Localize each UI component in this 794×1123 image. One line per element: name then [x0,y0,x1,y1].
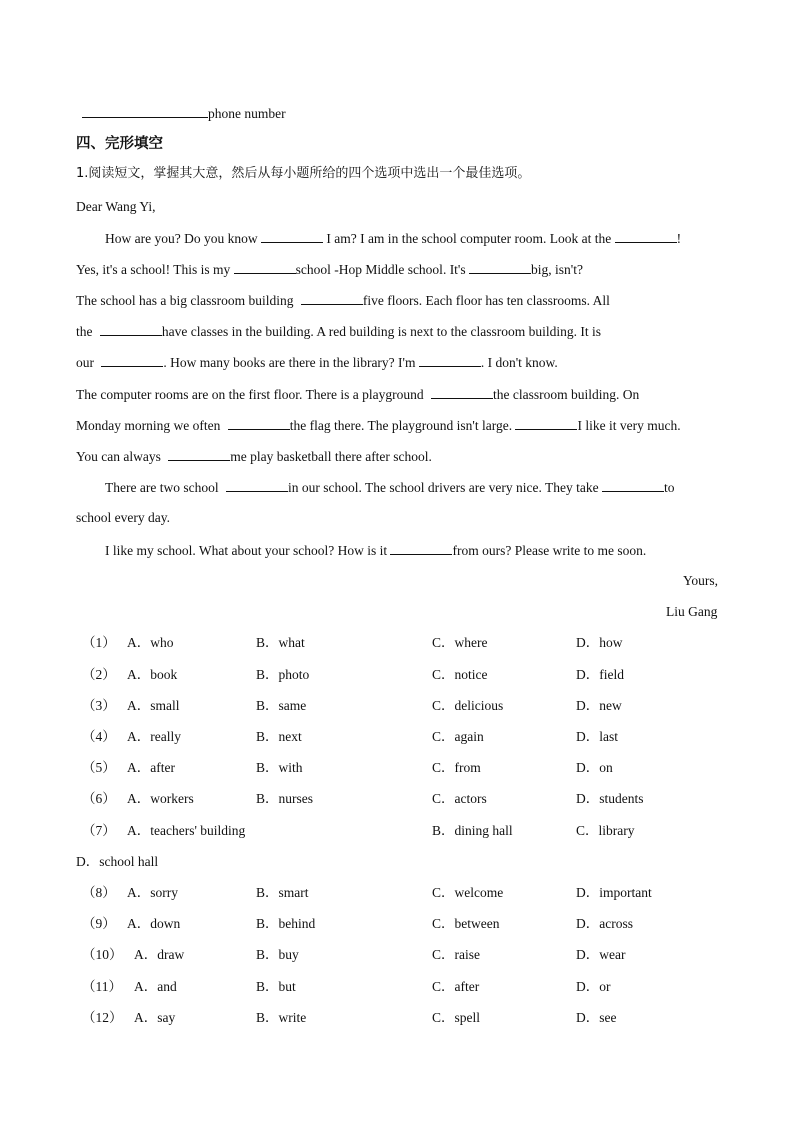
option-b[interactable]: B．photo [256,667,310,682]
option-b[interactable]: B．write [256,1010,307,1025]
option-a[interactable]: A．draw [134,947,185,962]
option-a[interactable]: A．workers [127,791,194,806]
option-a[interactable]: A．sorry [127,885,178,900]
option-number: （12） [82,1010,123,1025]
answer-blank[interactable] [82,104,208,118]
section-title: 四、完形填空 [76,136,163,152]
option-number: （11） [82,979,122,994]
option-c[interactable]: C．notice [432,667,488,682]
blank-10[interactable] [228,416,290,430]
option-d[interactable]: D．field [576,667,624,682]
blank-14[interactable] [602,478,664,492]
option-d[interactable]: D．students [576,791,644,806]
option-d[interactable]: D．or [576,979,611,994]
option-number: （7） [82,823,116,838]
letter-line-2: Yes, it's a school! This is my school -Hop Middle school. It's big, isn't? [76,262,583,277]
blank-1[interactable] [261,229,323,243]
option-d[interactable]: D．important [576,885,652,900]
blank-4[interactable] [469,260,531,274]
option-d[interactable]: D．wear [576,947,626,962]
blank-5[interactable] [301,291,363,305]
option-d[interactable]: D．new [576,698,622,713]
option-d[interactable]: D．see [576,1010,617,1025]
option-c[interactable]: C．after [432,979,480,994]
option-number: （6） [82,791,116,806]
blank-3[interactable] [234,260,296,274]
option-d[interactable]: D．on [576,760,613,775]
option-number: （1） [82,635,116,650]
option-a[interactable]: A．and [134,979,177,994]
blank-11[interactable] [515,416,577,430]
option-d[interactable]: D．last [576,729,618,744]
letter-line-10: school every day. [76,510,170,525]
letter-line-3: The school has a big classroom building five floors. Each floor has ten classrooms. All [76,293,610,308]
option-b[interactable]: B．smart [256,885,309,900]
blank-6[interactable] [100,322,162,336]
option-c[interactable]: C．actors [432,791,487,806]
blank-15[interactable] [390,541,452,555]
blank-12[interactable] [168,447,230,461]
letter-line-8: You can always me play basketball there after school. [76,449,432,464]
option-a[interactable]: A．after [127,760,175,775]
option-a[interactable]: A．down [127,916,181,931]
option-c[interactable]: C．welcome [432,885,504,900]
option-c[interactable]: C．library [576,823,635,838]
letter-line-6: The computer rooms are on the first floor. There is a playground the classroom building. On [76,387,640,402]
option-a[interactable]: A．small [127,698,180,713]
letter-line-11: I like my school. What about your school? How is it from ours? Please write to me soon. [105,543,647,558]
option-c[interactable]: C．raise [432,947,480,962]
blank-9[interactable] [431,385,493,399]
phone-number-line [82,104,286,123]
option-b[interactable]: B．behind [256,916,316,931]
option-a[interactable]: A．say [134,1010,176,1025]
option-a[interactable]: A．really [127,729,181,744]
option-number: （8） [82,885,116,900]
option-number: （3） [82,698,116,713]
blank-7[interactable] [101,353,163,367]
letter-line-1: How are you? Do you know I am? I am in the school computer room. Look at the ! [105,231,682,246]
option-b[interactable]: B．dining hall [432,823,513,838]
option-b[interactable]: B．but [256,979,296,994]
option-c[interactable]: C．from [432,760,481,775]
option-b[interactable]: B．same [256,698,307,713]
question-instruction: 1.阅读短文，掌握其大意，然后从每小题所给的四个选项中选出一个最佳选项。 [76,166,531,181]
option-d[interactable]: D．across [576,916,633,931]
option-number: （9） [82,916,116,931]
blank-13[interactable] [226,478,288,492]
letter-line-4: the have classes in the building. A red building is next to the classroom building. It is [76,324,601,339]
option-c[interactable]: C．spell [432,1010,481,1025]
option-a[interactable]: A．book [127,667,178,682]
option-number: （10） [82,947,123,962]
option-c[interactable]: C．between [432,916,500,931]
option-a[interactable]: A．who [127,635,174,650]
letter-closing: Yours, [683,573,719,588]
option-d[interactable]: D．how [576,635,623,650]
blank-8[interactable] [419,353,481,367]
option-d[interactable]: D．school hall [76,854,159,869]
option-a[interactable]: A．teachers' building [127,823,246,838]
letter-line-7: Monday morning we often the flag there. The playground isn't large. I like it very much. [76,418,681,433]
letter-signature: Liu Gang [666,604,718,619]
phone-number-label: phone number [208,106,286,121]
option-b[interactable]: B．what [256,635,305,650]
blank-2[interactable] [615,229,677,243]
letter-line-9: There are two school in our school. The school drivers are very nice. They take to [105,480,675,495]
option-number: （4） [82,729,116,744]
letter-line-5: our . How many books are there in the library? I'm . I don't know. [76,355,558,370]
option-b[interactable]: B．nurses [256,791,313,806]
option-c[interactable]: C．where [432,635,488,650]
letter-greeting: Dear Wang Yi, [76,199,156,214]
option-number: （2） [82,667,116,682]
option-b[interactable]: B．next [256,729,302,744]
option-c[interactable]: C．delicious [432,698,504,713]
option-number: （5） [82,760,116,775]
option-c[interactable]: C．again [432,729,484,744]
option-b[interactable]: B．with [256,760,303,775]
option-b[interactable]: B．buy [256,947,299,962]
